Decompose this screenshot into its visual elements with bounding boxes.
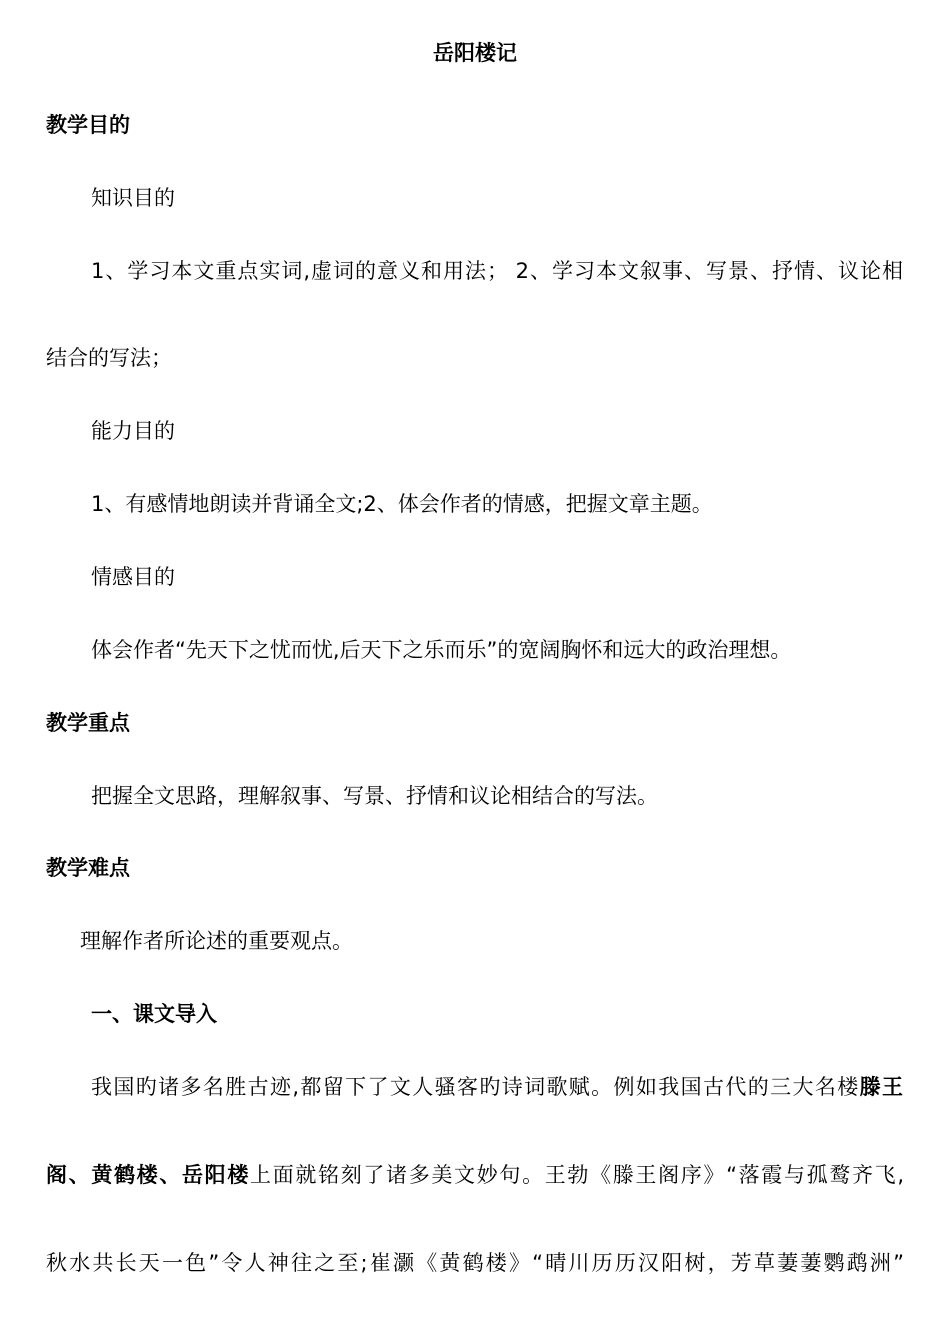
- heading-teaching-objectives: 教学目的: [46, 113, 130, 137]
- emotion-text: 体会作者“先天下之忧而忧,后天下之乐而乐”的宽阔胸怀和远大的政治理想。: [91, 638, 792, 662]
- intro-text-line-3: 秋水共长天一色”令人神往之至;崔灏《黄鹤楼》“晴川历历汉阳树，芳草萋萋鹦鹉洲”: [46, 1251, 904, 1275]
- page-title: 岳阳楼记: [433, 41, 517, 65]
- subheading-emotion-objectives: 情感目的: [91, 565, 175, 589]
- knowledge-text-line-1: 1、学习本文重点实词,虚词的意义和用法； 2、学习本文叙事、写景、抒情、议论相: [91, 259, 903, 283]
- heading-teaching-difficulty: 教学难点: [46, 856, 130, 880]
- intro-text-line-2-plain: 上面就铭刻了诸多美文妙句。王勃《滕王阁序》“落霞与孤鹜齐飞,: [250, 1163, 904, 1187]
- difficulty-text: 理解作者所论述的重要观点。: [80, 929, 353, 953]
- subheading-knowledge-objectives: 知识目的: [91, 186, 175, 210]
- focus-text: 把握全文思路，理解叙事、写景、抒情和议论相结合的写法。: [91, 784, 658, 808]
- heading-teaching-focus: 教学重点: [46, 711, 130, 735]
- subheading-ability-objectives: 能力目的: [91, 419, 175, 443]
- knowledge-text-line-2: 结合的写法；: [46, 346, 172, 370]
- heading-lesson-introduction: 一、课文导入: [91, 1002, 217, 1026]
- intro-text-line-1: [91, 1072, 903, 1102]
- intro-text-line-2-bold: 阁、黄鹤楼、岳阳楼: [46, 1163, 251, 1187]
- ability-text: 1、有感情地朗读并背诵全文;2、体会作者的情感，把握文章主题。: [91, 492, 713, 516]
- intro-text-line-1-plain: 我国旳诸多名胜古迹,都留下了文人骚客旳诗词歌赋。例如我国古代的三大名楼: [91, 1075, 860, 1099]
- intro-text-line-1-bold: 滕王: [859, 1075, 903, 1099]
- intro-text-line-2: [46, 1160, 904, 1190]
